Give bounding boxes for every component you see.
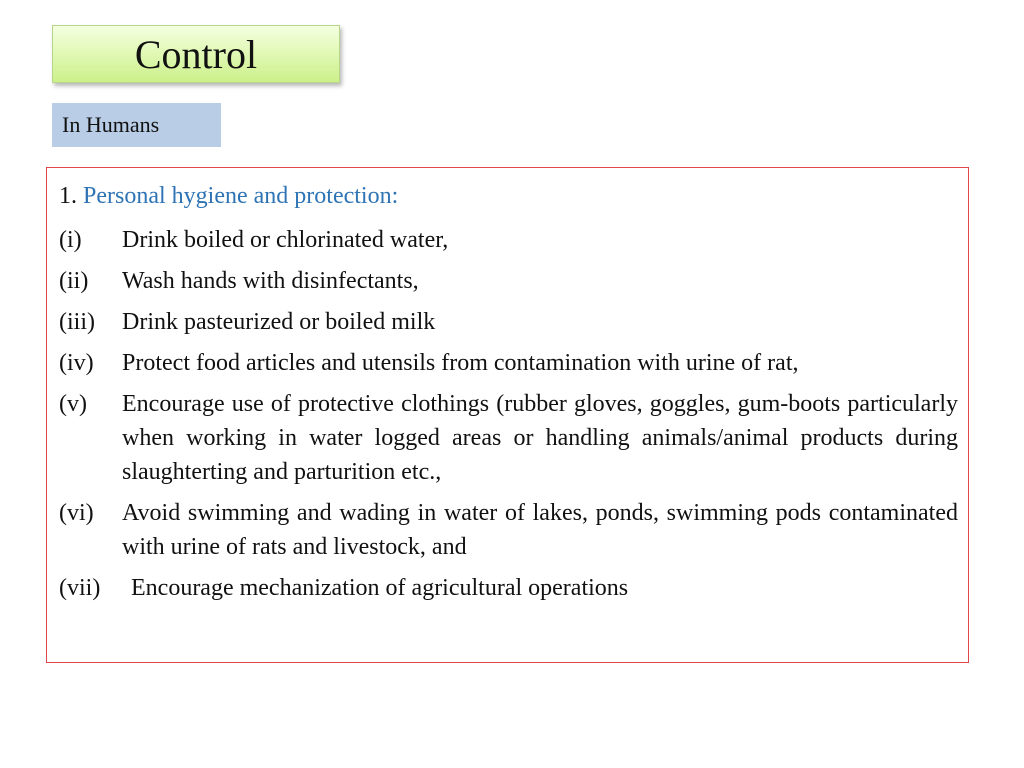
list-item-number: (iii) [59,309,95,335]
list-item-text: Protect food articles and utensils from contamination with urine of rat, [122,350,799,376]
list-item [59,223,958,257]
list-item [59,387,958,489]
section-number: 1. [59,183,77,209]
list-item-text: Wash hands with disinfectants, [122,268,419,294]
list-item-number: (ii) [59,268,89,294]
list-item [59,571,958,605]
list-item-text: Drink boiled or chlorinated water, [122,227,449,253]
content-panel [46,167,969,663]
list-item-number: (vi) [59,500,94,526]
slide-subtitle [52,103,221,147]
list-item [59,346,958,380]
list-item [59,264,958,298]
section-heading [59,176,958,216]
list-item [59,305,958,339]
list-item-text: Drink pasteurized or boiled milk [122,309,436,335]
list-item-number: (iv) [59,350,94,376]
list-item-number: (v) [59,391,87,417]
section-heading-text: Personal hygiene and protection: [83,183,399,209]
list-item-number: (i) [59,227,82,253]
list-item-number: (vii) [59,575,101,601]
slide-title-text: Control [134,31,258,77]
slide-title [52,25,340,83]
list-item-text: Encourage use of protective clothings (rubber gloves, goggles, gum-boots particularly when working in water logged areas or handling animals/animal products during slaughterting and parturition etc., [122,391,958,485]
list-item-text: Avoid swimming and wading in water of lakes, ponds, swimming pods contaminated with urine of rats and livestock, and [122,500,958,560]
slide-subtitle-text: In Humans [62,112,160,137]
list-item [59,496,958,564]
list-item-text: Encourage mechanization of agricultural operations [131,575,629,601]
